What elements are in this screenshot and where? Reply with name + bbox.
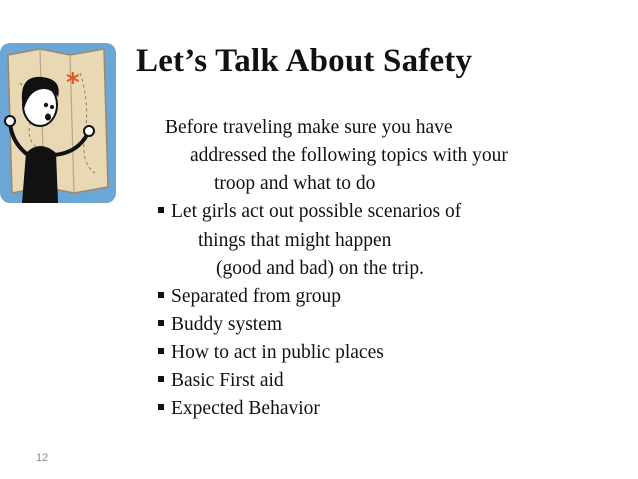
list-item bbox=[158, 370, 284, 392]
intro-line-2: addressed the following topics with your bbox=[190, 145, 508, 166]
list-item bbox=[158, 342, 384, 364]
bullet-icon bbox=[158, 376, 164, 382]
bullet-icon bbox=[158, 320, 164, 326]
list-item-text: How to act in public places bbox=[171, 342, 384, 363]
list-item-text: Expected Behavior bbox=[171, 398, 320, 419]
list-item-text: Basic First aid bbox=[171, 370, 284, 391]
bullet-icon bbox=[158, 207, 164, 213]
bullet-scenarios-line-2: things that might happen bbox=[198, 230, 392, 251]
person-with-map-illustration bbox=[0, 43, 116, 203]
list-item bbox=[158, 398, 320, 420]
bullet-icon bbox=[158, 292, 164, 298]
bullet-icon bbox=[158, 404, 164, 410]
list-item bbox=[158, 286, 341, 308]
bullet-scenarios-line-3: (good and bad) on the trip. bbox=[216, 258, 424, 279]
intro-line-1: Before traveling make sure you have bbox=[165, 117, 453, 138]
bullet-scenarios-text: Let girls act out possible scenarios of bbox=[171, 201, 462, 222]
intro-line-3: troop and what to do bbox=[214, 173, 376, 194]
list-item-text: Separated from group bbox=[171, 286, 342, 307]
list-item-text: Buddy system bbox=[171, 314, 283, 335]
bullet-icon bbox=[158, 348, 164, 354]
list-item bbox=[158, 314, 282, 336]
svg-text:*: * bbox=[66, 68, 80, 98]
person-with-map-icon bbox=[0, 43, 116, 203]
slide-number: 12 bbox=[36, 452, 49, 464]
slide-title: Let’s Talk About Safety bbox=[136, 43, 473, 79]
bullet-scenarios bbox=[158, 201, 461, 223]
